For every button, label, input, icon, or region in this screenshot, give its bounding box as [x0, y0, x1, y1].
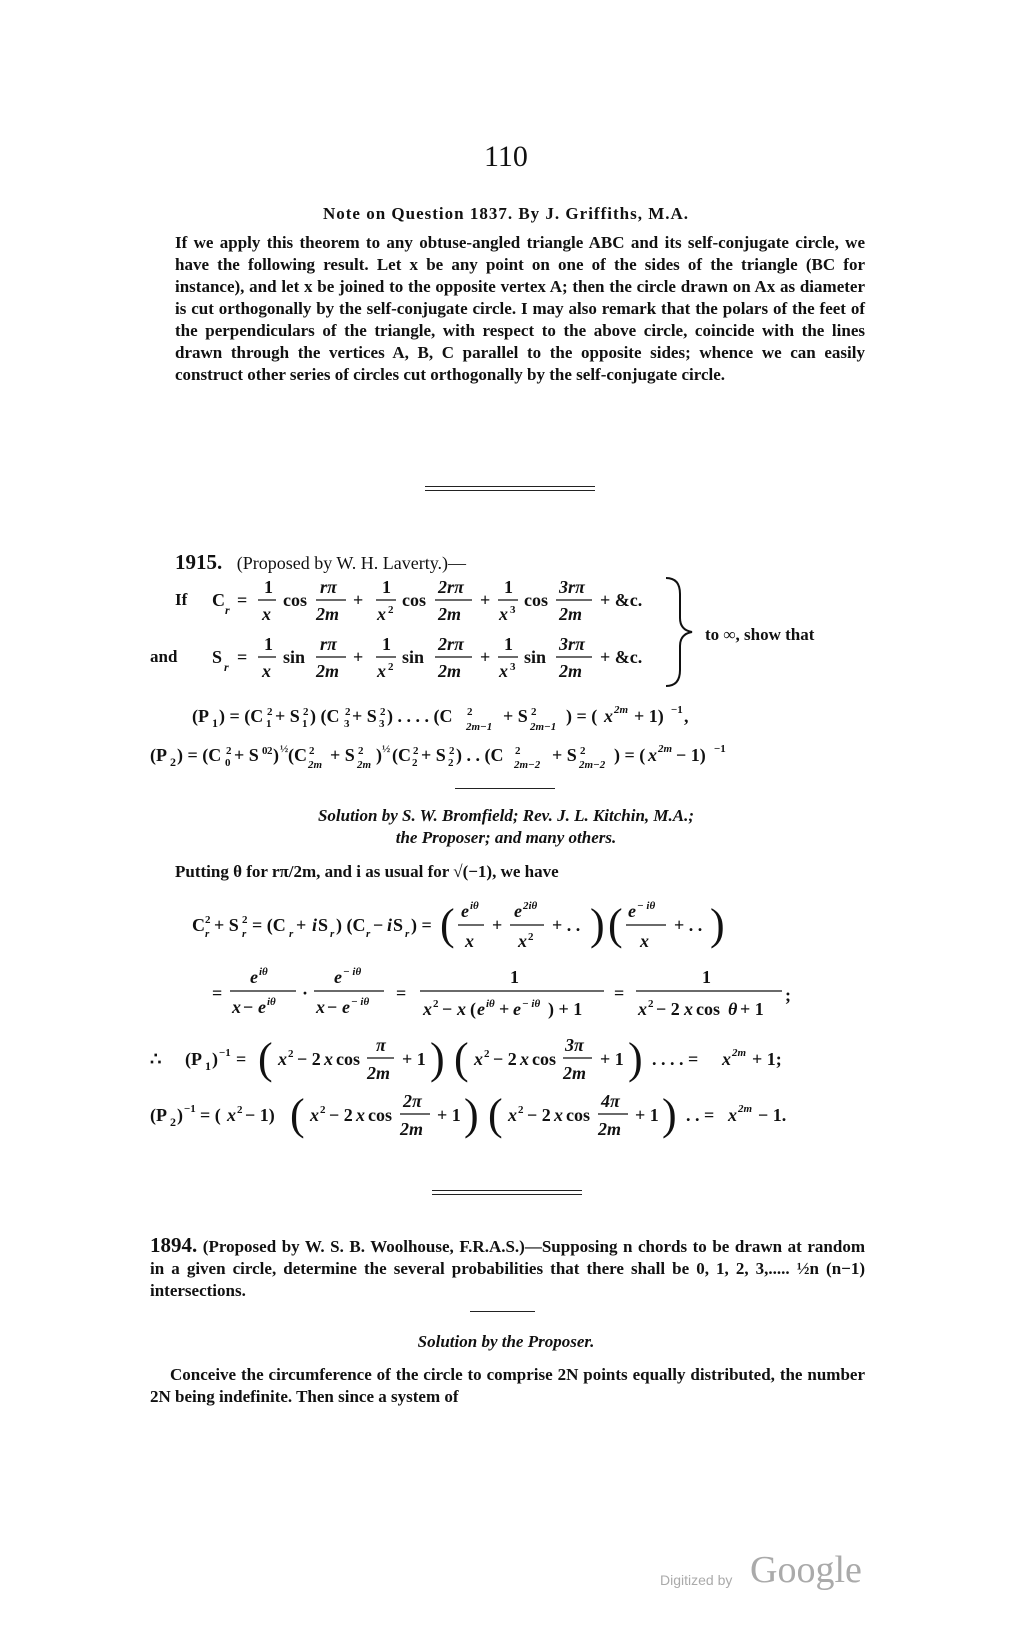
svg-text:(P: (P	[185, 1049, 202, 1069]
svg-text:iθ: iθ	[470, 900, 479, 912]
note-body: If we apply this theorem to any obtuse-angled triangle ABC and its self-conjugate circle, we have the following result. Let x be any point on one of the sides of the triangle (BC for instance), and let x be joined to the opposite vertex A; then the circle drawn on Ax as diameter is cut orthogonally by the self-conjugate circle. I may also remark that the polars of the feet of the perpendiculars of the triangle, with respect to the above circle, coincide with the lines drawn through the vertices A, B, C parallel to the opposite sides; whence we can easily construct other series of circles cut orthogonally by the self-conjugate circle.	[175, 233, 865, 384]
svg-text:2: 2	[170, 755, 176, 769]
svg-text:1: 1	[504, 634, 513, 654]
svg-text:+ 1: + 1	[740, 999, 764, 1019]
svg-text:− 2: − 2	[493, 1049, 517, 1069]
svg-text:r: r	[330, 928, 335, 940]
svg-text:1: 1	[382, 634, 391, 654]
svg-text:(: (	[470, 999, 476, 1019]
svg-text:+: +	[499, 999, 510, 1019]
svg-text:2: 2	[267, 706, 273, 718]
svg-text:1: 1	[264, 577, 273, 597]
svg-text:e: e	[514, 901, 522, 921]
svg-text:2: 2	[267, 745, 273, 757]
svg-text:2: 2	[531, 706, 537, 718]
svg-text:2m: 2m	[438, 604, 462, 624]
svg-text:rπ: rπ	[320, 577, 337, 597]
svg-text:0: 0	[262, 745, 268, 757]
svg-text:2: 2	[648, 998, 654, 1010]
svg-text:+ 1: + 1	[437, 1105, 461, 1125]
svg-text:): )	[662, 1090, 677, 1139]
svg-text:) . . . . (C: ) . . . . (C	[387, 706, 453, 726]
svg-text:2m: 2m	[738, 1103, 753, 1115]
svg-text:½: ½	[280, 743, 289, 755]
svg-text:x: x	[324, 1049, 333, 1069]
svg-text:x: x	[728, 1105, 737, 1125]
svg-text:3: 3	[510, 604, 516, 616]
svg-text:cos: cos	[524, 590, 548, 610]
svg-text:∴: ∴	[150, 1049, 162, 1069]
q1894-number: 1894.	[150, 1233, 198, 1257]
svg-text:3π: 3π	[565, 1035, 584, 1055]
svg-text:cos: cos	[696, 999, 720, 1019]
svg-text:) + 1: ) + 1	[548, 999, 583, 1019]
svg-text:x: x	[232, 997, 241, 1017]
svg-text:2m: 2m	[357, 759, 372, 771]
svg-text:+ 1;: + 1;	[752, 1049, 782, 1069]
svg-text:x: x	[474, 1049, 483, 1069]
svg-text:2: 2	[515, 745, 521, 757]
svg-text:+ S: + S	[214, 915, 239, 935]
svg-text:sin: sin	[402, 647, 425, 667]
svg-text:): )	[430, 1034, 445, 1083]
svg-text:+: +	[480, 590, 491, 610]
svg-text:e: e	[342, 997, 350, 1017]
svg-text:− 1): − 1)	[676, 745, 706, 765]
svg-text:3rπ: 3rπ	[559, 577, 585, 597]
svg-text:1: 1	[212, 716, 218, 730]
q1894-text: (Proposed by W. S. B. Woolhouse, F.R.A.S.)—Supposing n chords to be drawn at random in a given circle, determine the several probabilities that there shall be 0, 1, 2, 3,..... ½n (n−1) intersections.	[150, 1237, 865, 1300]
svg-text:+: +	[353, 647, 364, 667]
svg-text:x: x	[316, 997, 325, 1017]
svg-text:cos: cos	[283, 590, 307, 610]
svg-text:− iθ: − iθ	[343, 966, 362, 978]
svg-text:x: x	[640, 931, 649, 951]
svg-text:x: x	[310, 1105, 319, 1125]
svg-text:;: ;	[785, 985, 791, 1005]
svg-text:x: x	[227, 1105, 236, 1125]
svg-text:x: x	[423, 999, 432, 1019]
to-infinity-text: to ∞, show that	[705, 625, 815, 644]
svg-text:2: 2	[226, 745, 232, 757]
svg-text:2m−2: 2m−2	[514, 759, 541, 771]
svg-text:2: 2	[320, 1104, 326, 1116]
short-rule-2	[470, 1311, 535, 1312]
svg-text:S: S	[393, 915, 404, 935]
svg-text:− 1.: − 1.	[758, 1105, 787, 1125]
svg-text:x: x	[604, 706, 613, 726]
svg-text:x: x	[520, 1049, 529, 1069]
svg-text:2m: 2m	[559, 604, 583, 624]
q1894-solution-heading: Solution by the Proposer.	[417, 1332, 595, 1351]
svg-text:r: r	[242, 928, 247, 940]
svg-text:=: =	[237, 647, 248, 667]
svg-text:): )	[710, 900, 725, 949]
q1915-solution-equations	[0, 895, 1012, 1145]
svg-text:=: =	[236, 1049, 247, 1069]
svg-text:x: x	[508, 1105, 517, 1125]
q1915-solution-line1: Solution by S. W. Bromfield; Rev. J. L. Kitchin, M.A.;	[317, 806, 695, 825]
svg-text:S: S	[318, 915, 329, 935]
svg-text:− 1): − 1)	[245, 1105, 275, 1125]
svg-text:(: (	[440, 900, 455, 949]
svg-text:3: 3	[344, 718, 350, 730]
svg-text:3rπ: 3rπ	[559, 634, 585, 654]
svg-text:e: e	[258, 997, 266, 1017]
svg-text:x: x	[638, 999, 647, 1019]
svg-text:3: 3	[510, 661, 516, 673]
svg-text:π: π	[376, 1035, 386, 1055]
svg-text:cos: cos	[336, 1049, 360, 1069]
svg-text:,: ,	[684, 706, 689, 726]
section-separator-2	[432, 1190, 582, 1195]
svg-text:) =: ) =	[411, 915, 432, 935]
svg-text:−: −	[442, 999, 453, 1019]
svg-text:x: x	[499, 661, 508, 681]
svg-text:1: 1	[302, 718, 308, 730]
svg-text:2: 2	[412, 757, 418, 769]
svg-text:1: 1	[382, 577, 391, 597]
svg-text:− 2: − 2	[329, 1105, 353, 1125]
svg-text:iθ: iθ	[259, 966, 268, 978]
svg-text:x: x	[465, 931, 474, 951]
svg-text:) = (C: ) = (C	[177, 745, 222, 765]
svg-text:+ S: + S	[421, 745, 446, 765]
svg-text:+: +	[492, 915, 503, 935]
svg-text:(: (	[258, 1034, 273, 1083]
svg-text:+ 1: + 1	[402, 1049, 426, 1069]
section-separator	[425, 486, 595, 491]
svg-text:2: 2	[518, 1104, 524, 1116]
svg-text:2: 2	[449, 745, 455, 757]
svg-text:2: 2	[205, 914, 211, 926]
svg-text:2π: 2π	[403, 1091, 422, 1111]
svg-text:=: =	[212, 983, 223, 1003]
svg-text:): )	[464, 1090, 479, 1139]
svg-text:θ: θ	[728, 999, 738, 1019]
digitized-by-text: Digitized by	[660, 1572, 733, 1588]
svg-text:+: +	[296, 915, 307, 935]
svg-text:1: 1	[510, 967, 519, 987]
svg-text:+ S: + S	[552, 745, 577, 765]
svg-text:2: 2	[580, 745, 586, 757]
svg-text:): )	[212, 1049, 218, 1069]
svg-text:·: ·	[302, 983, 309, 1003]
svg-text:r: r	[405, 928, 410, 940]
svg-text:i: i	[312, 915, 318, 935]
svg-text:x: x	[262, 661, 271, 681]
svg-text:r: r	[224, 660, 229, 674]
svg-text:+: +	[480, 647, 491, 667]
svg-text:2m: 2m	[308, 759, 323, 771]
svg-text:=: =	[396, 983, 407, 1003]
svg-text:2: 2	[170, 1115, 176, 1129]
svg-text:i: i	[387, 915, 393, 935]
svg-text:. . =: . . =	[686, 1105, 715, 1125]
svg-text:=: =	[237, 590, 248, 610]
svg-text:2: 2	[413, 745, 419, 757]
svg-text:2: 2	[388, 661, 394, 673]
svg-text:2m: 2m	[559, 661, 583, 681]
svg-text:cos: cos	[532, 1049, 556, 1069]
svg-text:2m: 2m	[614, 704, 629, 716]
svg-text:0: 0	[225, 757, 231, 769]
svg-text:(: (	[454, 1034, 469, 1083]
svg-text:1: 1	[264, 634, 273, 654]
svg-text:2: 2	[309, 745, 315, 757]
svg-text:+ 1: + 1	[635, 1105, 659, 1125]
svg-text:x: x	[499, 604, 508, 624]
svg-text:2: 2	[448, 757, 454, 769]
svg-text:−1: −1	[219, 1047, 231, 1059]
svg-text:2: 2	[433, 998, 439, 1010]
svg-text:2m: 2m	[658, 743, 673, 755]
svg-text:sin: sin	[283, 647, 306, 667]
svg-text:4π: 4π	[601, 1091, 620, 1111]
svg-text:2m: 2m	[563, 1063, 587, 1083]
svg-text:e: e	[461, 901, 469, 921]
svg-text:2m: 2m	[316, 604, 340, 624]
svg-text:1: 1	[266, 718, 272, 730]
svg-text:− 2: − 2	[297, 1049, 321, 1069]
svg-text:=: =	[614, 983, 625, 1003]
svg-text:+ S: + S	[275, 706, 300, 726]
svg-text:(P: (P	[150, 745, 167, 765]
svg-text:2rπ: 2rπ	[438, 577, 464, 597]
q1894-solution-body: Conceive the circumference of the circle to comprise 2N points equally distributed, the number 2N being indefinite. Then since a system of	[150, 1365, 865, 1406]
svg-text:+ 1): + 1)	[634, 706, 664, 726]
svg-text:+ &c.: + &c.	[600, 647, 643, 667]
svg-text:2: 2	[303, 706, 309, 718]
svg-text:2: 2	[288, 1048, 294, 1060]
svg-text:+ S: + S	[330, 745, 355, 765]
svg-text:+ S: + S	[352, 706, 377, 726]
svg-text:e: e	[250, 967, 258, 987]
svg-text:+ 1: + 1	[600, 1049, 624, 1069]
note-heading: Note on Question 1837. By J. Griffiths, M.A.	[322, 204, 690, 223]
svg-text:) = (: ) = (	[614, 745, 646, 765]
svg-text:+ S: + S	[234, 745, 259, 765]
svg-text:2m: 2m	[732, 1047, 747, 1059]
svg-text:(: (	[608, 900, 623, 949]
svg-text:(C: (C	[288, 745, 307, 765]
svg-text:2: 2	[358, 745, 364, 757]
svg-text:− iθ: − iθ	[522, 998, 541, 1010]
svg-text:2m−2: 2m−2	[579, 759, 606, 771]
google-logo: Google	[750, 1549, 862, 1591]
svg-text:cos: cos	[368, 1105, 392, 1125]
svg-text:2m: 2m	[400, 1119, 424, 1139]
svg-text:(P: (P	[192, 706, 209, 726]
svg-text:+ S: + S	[503, 706, 528, 726]
q1894-statement	[150, 1234, 865, 1302]
svg-text:2: 2	[237, 1104, 243, 1116]
svg-text:. . . . =: . . . . =	[652, 1049, 699, 1069]
svg-text:1: 1	[702, 967, 711, 987]
google-watermark	[660, 1548, 1000, 1598]
svg-text:−: −	[243, 997, 254, 1017]
svg-text:) (C: ) (C	[336, 915, 366, 935]
svg-text:) = (: ) = (	[566, 706, 598, 726]
svg-text:− iθ: − iθ	[637, 900, 656, 912]
svg-text:2m: 2m	[316, 661, 340, 681]
svg-text:2iθ: 2iθ	[523, 900, 538, 912]
svg-text:2: 2	[528, 931, 534, 943]
svg-text:−1: −1	[714, 743, 726, 755]
svg-text:−: −	[373, 915, 384, 935]
svg-text:2m: 2m	[367, 1063, 391, 1083]
svg-text:+ . .: + . .	[552, 915, 581, 935]
q1915-solution-line2: the Proposer; and many others.	[395, 828, 617, 847]
svg-text:2m−1: 2m−1	[530, 721, 557, 733]
svg-text:C: C	[212, 590, 225, 610]
svg-text:−1: −1	[184, 1103, 196, 1115]
svg-text:x: x	[377, 661, 386, 681]
svg-text:2m−1: 2m−1	[466, 721, 493, 733]
svg-text:2: 2	[345, 706, 351, 718]
svg-text:cos: cos	[566, 1105, 590, 1125]
svg-text:x: x	[262, 604, 271, 624]
svg-text:(: (	[290, 1090, 305, 1139]
svg-text:2m: 2m	[438, 661, 462, 681]
svg-text:) = (C: ) = (C	[219, 706, 264, 726]
svg-text:x: x	[684, 999, 693, 1019]
svg-text:r: r	[225, 603, 230, 617]
svg-text:x: x	[554, 1105, 563, 1125]
svg-text:x: x	[457, 999, 466, 1019]
svg-text:e: e	[513, 999, 521, 1019]
svg-text:r: r	[289, 928, 294, 940]
svg-text:1: 1	[205, 1059, 211, 1073]
svg-text:½: ½	[382, 743, 391, 755]
short-rule	[455, 788, 555, 789]
svg-text:C: C	[192, 915, 205, 935]
svg-text:rπ: rπ	[320, 634, 337, 654]
svg-text:): )	[590, 900, 605, 949]
svg-text:) . . (C: ) . . (C	[456, 745, 504, 765]
svg-text:2: 2	[380, 706, 386, 718]
svg-text:−1: −1	[671, 704, 683, 716]
svg-text:= (: = (	[200, 1105, 221, 1125]
svg-text:e: e	[628, 901, 636, 921]
svg-text:(C: (C	[392, 745, 411, 765]
svg-text:e: e	[334, 967, 342, 987]
q1915-proposer: (Proposed by W. H. Laverty.)—	[236, 553, 467, 573]
svg-text:2rπ: 2rπ	[438, 634, 464, 654]
svg-text:x: x	[518, 931, 527, 951]
svg-text:): )	[628, 1034, 643, 1083]
svg-text:2: 2	[388, 604, 394, 616]
if-word: If	[175, 590, 188, 609]
svg-text:= (C: = (C	[252, 915, 286, 935]
svg-text:iθ: iθ	[267, 996, 276, 1008]
putting-line: Putting θ for rπ/2m, and i as usual for √(−1), we have	[175, 862, 559, 881]
q1915-definitions	[0, 570, 1012, 750]
svg-text:): )	[177, 1105, 183, 1125]
svg-text:S: S	[212, 647, 223, 667]
svg-text:+ . .: + . .	[674, 915, 703, 935]
and-word: and	[150, 647, 178, 666]
svg-text:2: 2	[484, 1048, 490, 1060]
svg-text:iθ: iθ	[486, 998, 495, 1010]
q1915-number: 1915.	[175, 550, 223, 574]
svg-text:3: 3	[379, 718, 385, 730]
svg-text:x: x	[278, 1049, 287, 1069]
svg-text:(: (	[488, 1090, 503, 1139]
svg-text:− 2: − 2	[527, 1105, 551, 1125]
svg-text:− 2: − 2	[656, 999, 680, 1019]
svg-text:r: r	[205, 928, 210, 940]
svg-text:) (C: ) (C	[310, 706, 340, 726]
svg-text:− iθ: − iθ	[351, 996, 370, 1008]
svg-text:): )	[273, 745, 279, 765]
svg-text:(P: (P	[150, 1105, 167, 1125]
svg-text:−: −	[327, 997, 338, 1017]
svg-text:e: e	[477, 999, 485, 1019]
svg-text:2m: 2m	[598, 1119, 622, 1139]
svg-text:r: r	[366, 928, 371, 940]
svg-text:x: x	[648, 745, 657, 765]
svg-text:sin: sin	[524, 647, 547, 667]
svg-text:2: 2	[467, 706, 473, 718]
page-number: 110	[484, 140, 528, 173]
svg-text:+ &c.: + &c.	[600, 590, 643, 610]
svg-text:+: +	[353, 590, 364, 610]
svg-text:): )	[376, 745, 382, 765]
svg-text:1: 1	[504, 577, 513, 597]
svg-text:x: x	[377, 604, 386, 624]
svg-text:x: x	[356, 1105, 365, 1125]
svg-text:2: 2	[242, 914, 248, 926]
svg-text:cos: cos	[402, 590, 426, 610]
svg-text:x: x	[722, 1049, 731, 1069]
q1915-p2-line	[0, 735, 1012, 775]
